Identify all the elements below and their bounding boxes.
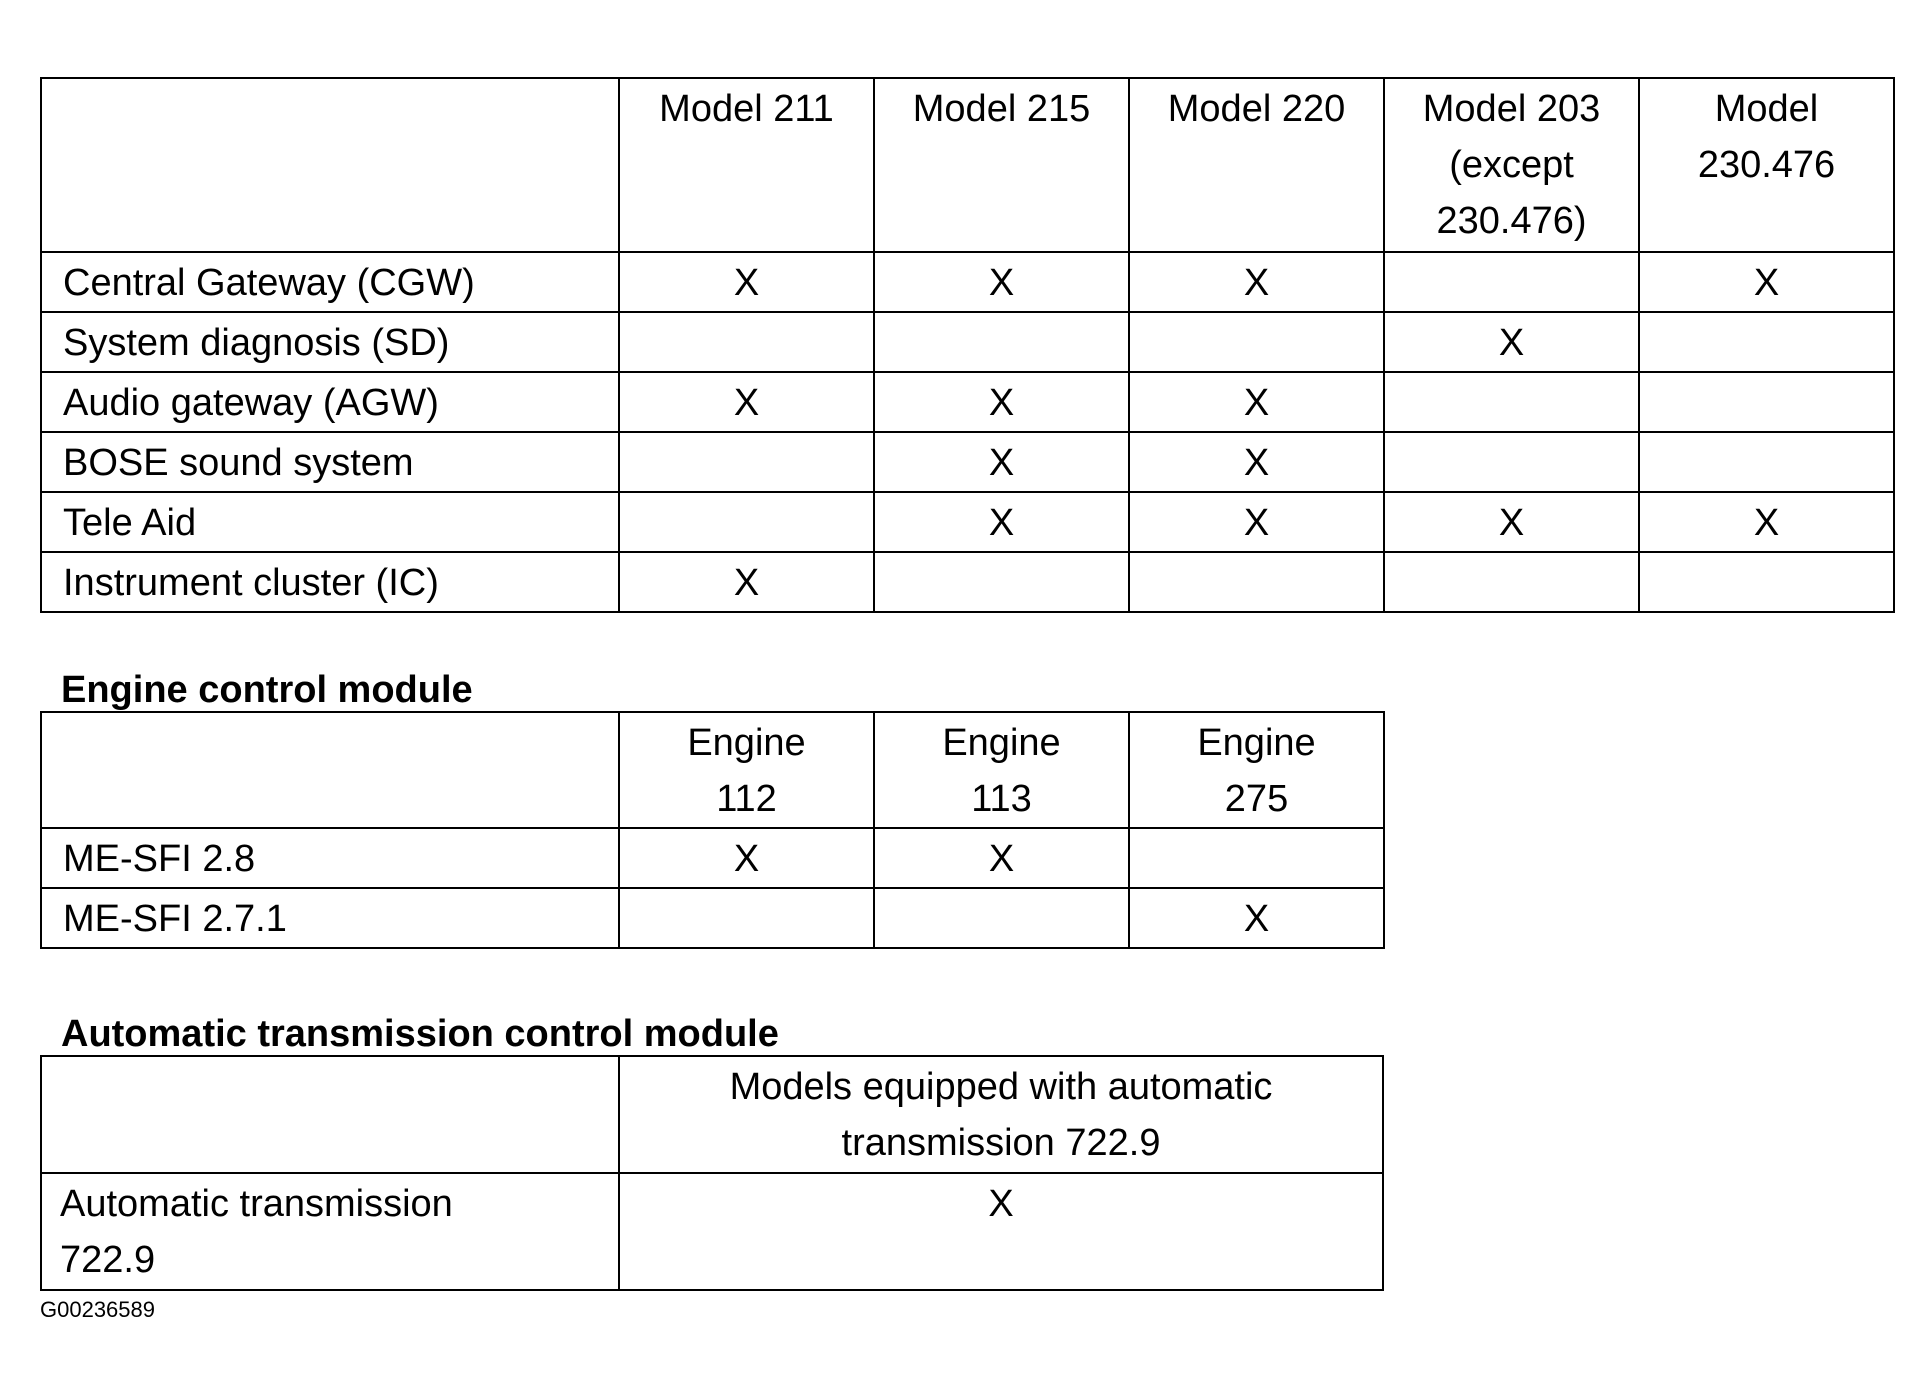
table-cell: X [1129, 372, 1384, 432]
table-row [41, 1173, 1383, 1290]
header-cell: Models equipped with automatic transmission 722.9 [619, 1056, 1383, 1173]
table-cell: X [1129, 432, 1384, 492]
section-heading-transmission: Automatic transmission control module [61, 1013, 779, 1055]
table-cell: X [874, 828, 1129, 888]
table-cell [1639, 312, 1894, 372]
table-cell: X [1129, 252, 1384, 312]
table-cell [619, 312, 874, 372]
row-label: System diagnosis (SD) [41, 312, 619, 372]
header-cell: Model 211 [619, 78, 874, 252]
table-cell: X [1639, 252, 1894, 312]
table-row [41, 828, 1384, 888]
header-cell [41, 78, 619, 252]
table-cell: X [1129, 888, 1384, 948]
table-cell: X [874, 432, 1129, 492]
row-label: Audio gateway (AGW) [41, 372, 619, 432]
table-cell [1129, 312, 1384, 372]
table-cell: X [1384, 312, 1639, 372]
table-cell [619, 432, 874, 492]
row-label: Automatic transmission 722.9 [41, 1173, 619, 1290]
table-cell [1639, 372, 1894, 432]
row-label: Central Gateway (CGW) [41, 252, 619, 312]
header-cell: Model 220 [1129, 78, 1384, 252]
row-label: ME-SFI 2.7.1 [41, 888, 619, 948]
table-cell [619, 492, 874, 552]
header-cell: Model 230.476 [1639, 78, 1894, 252]
table-cell: X [1129, 492, 1384, 552]
table-cell: X [619, 828, 874, 888]
table-row [41, 312, 1894, 372]
table-cell [1384, 252, 1639, 312]
table-cell [1639, 552, 1894, 612]
row-label: Tele Aid [41, 492, 619, 552]
table-cell: X [874, 252, 1129, 312]
header-cell: Engine 112 [619, 712, 874, 828]
table-cell [874, 552, 1129, 612]
table-cell [1384, 432, 1639, 492]
table-cell [1129, 828, 1384, 888]
header-cell [41, 1056, 619, 1173]
table-cell [1384, 372, 1639, 432]
table-header-row [41, 1056, 1383, 1173]
table-cell: X [619, 552, 874, 612]
table-cell [874, 312, 1129, 372]
table-row [41, 552, 1894, 612]
table-cell [874, 888, 1129, 948]
row-label: BOSE sound system [41, 432, 619, 492]
header-cell: Engine 275 [1129, 712, 1384, 828]
transmission-control-table [40, 1055, 1384, 1291]
table-cell [1129, 552, 1384, 612]
table-row [41, 432, 1894, 492]
table-cell: X [619, 1173, 1383, 1290]
table-cell [1639, 432, 1894, 492]
row-label: ME-SFI 2.8 [41, 828, 619, 888]
table-header-row [41, 712, 1384, 828]
table-cell: X [1384, 492, 1639, 552]
figure-id: G00236589 [40, 1297, 155, 1322]
table-row [41, 252, 1894, 312]
table-cell: X [619, 372, 874, 432]
header-cell: Model 203 (except 230.476) [1384, 78, 1639, 252]
table-row [41, 372, 1894, 432]
table-cell: X [1639, 492, 1894, 552]
table-cell: X [619, 252, 874, 312]
table-cell [1384, 552, 1639, 612]
row-label: Instrument cluster (IC) [41, 552, 619, 612]
header-cell [41, 712, 619, 828]
table-header-row [41, 78, 1894, 252]
table-row [41, 492, 1894, 552]
table-cell: X [874, 492, 1129, 552]
header-cell: Model 215 [874, 78, 1129, 252]
header-cell: Engine 113 [874, 712, 1129, 828]
engine-control-table [40, 711, 1385, 949]
table-cell: X [874, 372, 1129, 432]
table-row [41, 888, 1384, 948]
model-module-table [40, 77, 1895, 613]
table-cell [619, 888, 874, 948]
section-heading-engine: Engine control module [61, 669, 473, 711]
